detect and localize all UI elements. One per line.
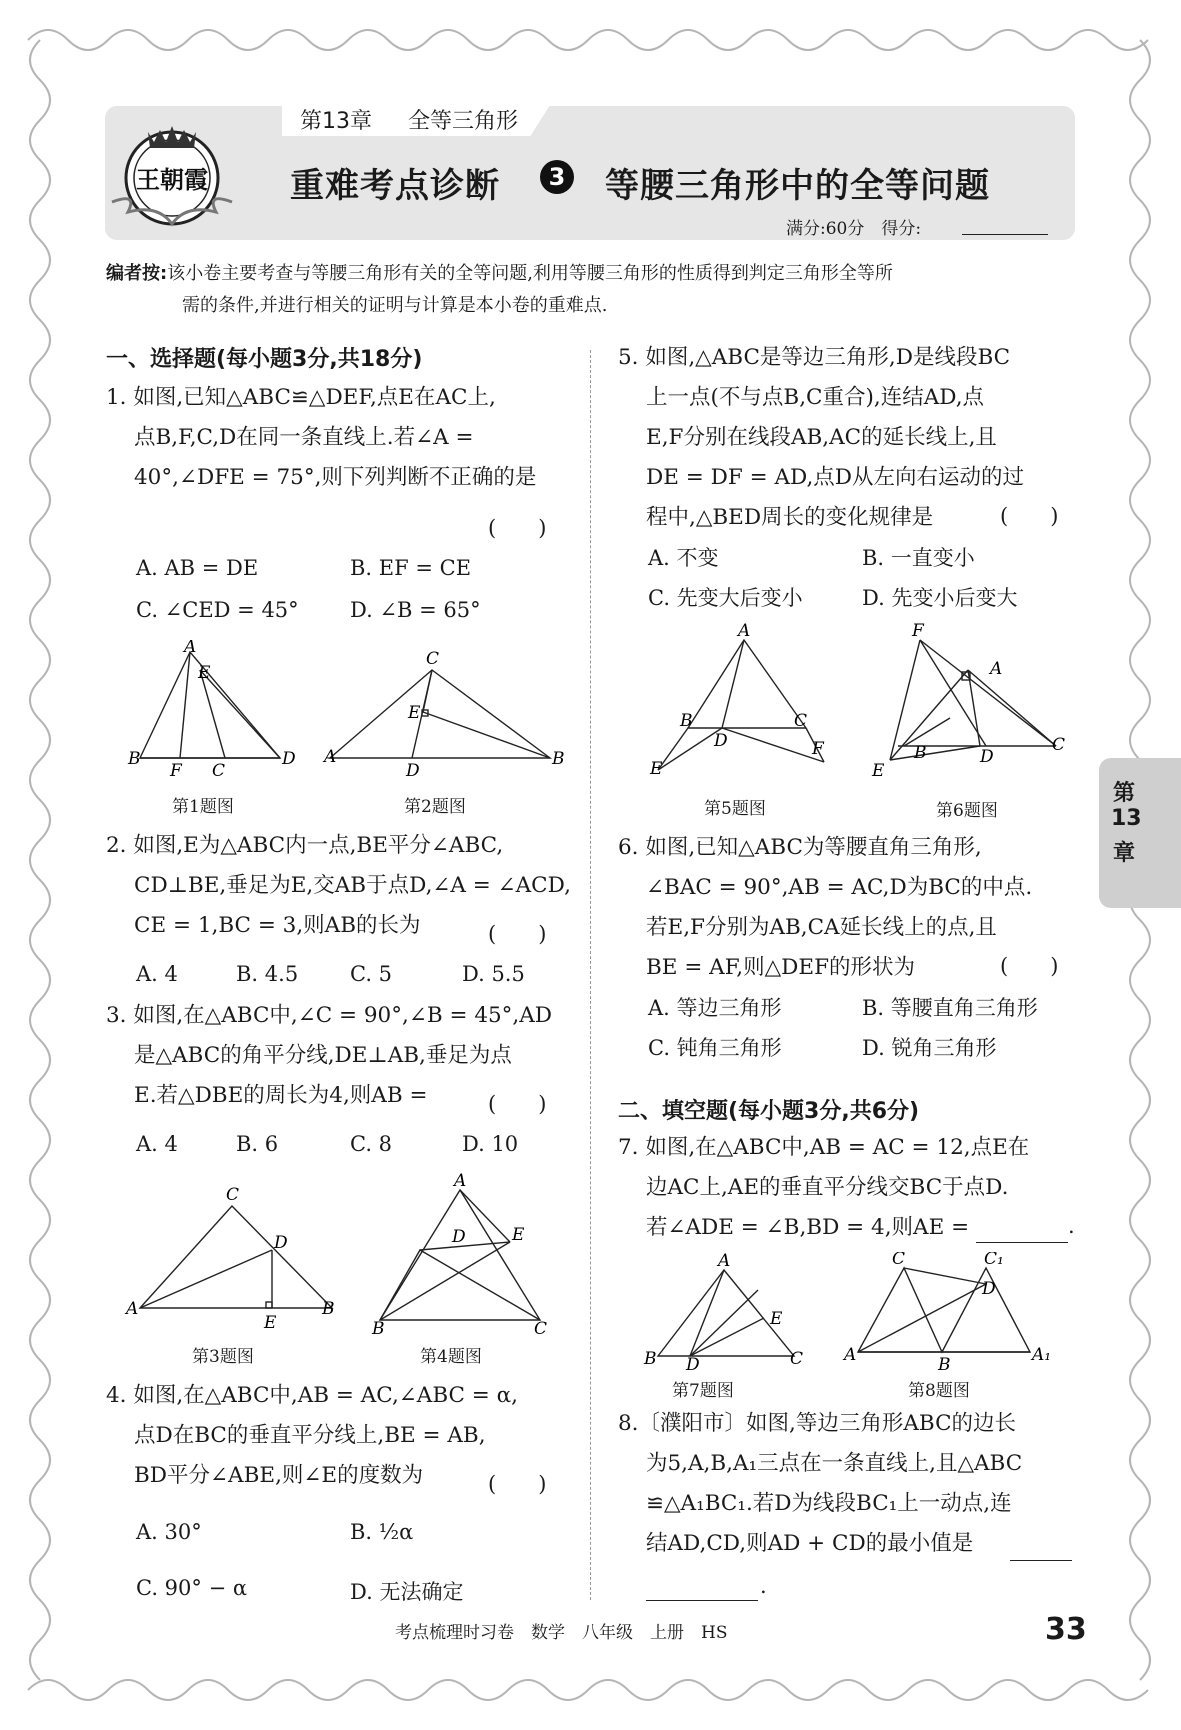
q6-line: BE = AF,则△DEF的形状为: [646, 955, 915, 980]
score-line: 满分:60分 得分:: [786, 219, 922, 239]
q7-line: 若∠ADE = ∠B,BD = 4,则AE =: [646, 1215, 970, 1240]
side-tab-line: 章: [1113, 841, 1136, 866]
editor-note: [106, 258, 1076, 322]
q4-answer-paren[interactable]: ( ): [488, 1472, 547, 1496]
fig3-label-d: D: [274, 1233, 288, 1253]
caption-fig4: 第4题图: [420, 1347, 482, 1367]
fig7-label-d: D: [686, 1355, 700, 1372]
q5-line: 上一点(不与点B,C重合),连结AD,点: [646, 385, 985, 410]
q2-option-d[interactable]: D. 5.5: [462, 962, 525, 986]
caption-fig6: 第6题图: [936, 801, 998, 821]
chapter-side-tab: [1099, 758, 1181, 908]
caption-fig8: 第8题图: [908, 1381, 970, 1401]
q4-line: 点D在BC的垂直平分线上,BE = AB,: [134, 1423, 486, 1448]
q6-answer-paren[interactable]: ( ): [1000, 954, 1059, 978]
fig1-label-e: E: [198, 663, 211, 683]
q1-line: 点B,F,C,D在同一条直线上.若∠A =: [134, 425, 474, 450]
fig1-label-d: D: [282, 749, 296, 769]
q8-answer-blank-2[interactable]: [646, 1600, 758, 1601]
q2-option-c[interactable]: C. 5: [350, 962, 393, 986]
fig3-label-e: E: [264, 1313, 277, 1333]
q8-line: 为5,A,B,A₁三点在一条直线上,且△ABC: [646, 1451, 1023, 1476]
editor-note-line1: 该小卷主要考查与等腰三角形有关的全等问题,利用等腰三角形的性质得到判定三角形全等所: [167, 263, 893, 284]
q8-line: ≌△A₁BC₁.若D为线段BC₁上一动点,连: [646, 1491, 1012, 1516]
fig7-label-b: B: [644, 1349, 657, 1369]
diagnosis-topic: 等腰三角形中的全等问题: [605, 166, 990, 206]
q7-answer-blank[interactable]: [976, 1242, 1068, 1243]
q6-line: 若E,F分别为AB,CA延长线上的点,且: [646, 915, 997, 940]
q5-line: 程中,△BED周长的变化规律是: [646, 505, 934, 530]
fig3-label-a: A: [126, 1299, 139, 1319]
figure-1-2: [120, 640, 580, 780]
fig8-label-b: B: [938, 1355, 951, 1372]
q3-answer-paren[interactable]: ( ): [488, 1092, 547, 1116]
caption-fig1: 第1题图: [172, 797, 234, 817]
q2-line: CE = 1,BC = 3,则AB的长为: [134, 913, 421, 938]
q3-option-c[interactable]: C. 8: [350, 1132, 393, 1156]
q5-option-b[interactable]: B. 一直变小: [862, 546, 975, 570]
question-3: [106, 996, 552, 1116]
q7-line: 7. 如图,在△ABC中,AB = AC = 12,点E在: [618, 1135, 1030, 1160]
q6-option-d[interactable]: D. 锐角三角形: [862, 1036, 997, 1060]
fig8-label-d: D: [982, 1279, 996, 1299]
q2-answer-paren[interactable]: ( ): [488, 922, 547, 946]
fig4-label-b: B: [372, 1319, 385, 1339]
q7-line: 边AC上,AE的垂直平分线交BC于点D.: [646, 1175, 1009, 1200]
fig6-label-e: E: [872, 761, 885, 781]
fig1-label-f: F: [170, 761, 182, 780]
q3-line: 是△ABC的角平分线,DE⊥AB,垂足为点: [134, 1043, 512, 1068]
question-7: [618, 1128, 1029, 1248]
side-tab-line: 13: [1111, 806, 1142, 831]
q4-option-d[interactable]: D. 无法确定: [350, 1580, 464, 1604]
brand-logo-icon: [108, 112, 236, 230]
fig7-label-a: A: [718, 1252, 731, 1271]
q1-line: 1. 如图,已知△ABC≌△DEF,点E在AC上,: [106, 385, 496, 410]
fig6-label-c: C: [1052, 735, 1066, 755]
q5-line: E,F分别在线段AB,AC的延长线上,且: [646, 425, 997, 450]
q1-option-c[interactable]: C. ∠CED = 45°: [136, 598, 299, 622]
q3-option-a[interactable]: A. 4: [136, 1132, 178, 1156]
fig2-label-b: B: [552, 749, 565, 769]
caption-fig3: 第3题图: [192, 1347, 254, 1367]
caption-fig5: 第5题图: [704, 799, 766, 819]
question-4: [106, 1376, 518, 1496]
fig4-label-d: D: [452, 1227, 466, 1247]
q5-option-d[interactable]: D. 先变小后变大: [862, 586, 1018, 610]
fig5-label-a: A: [738, 622, 751, 641]
logo-text: 王朝霞: [136, 165, 208, 194]
q1-option-a[interactable]: A. AB = DE: [136, 556, 259, 580]
caption-fig7: 第7题图: [672, 1381, 734, 1401]
fig5-label-d: D: [714, 731, 728, 751]
fig4-label-c: C: [534, 1319, 548, 1339]
footer-text: 考点梳理时习卷 数学 八年级 上册 HS: [395, 1623, 728, 1643]
q6-option-b[interactable]: B. 等腰直角三角形: [862, 996, 1038, 1020]
q3-line: E.若△DBE的周长为4,则AB =: [134, 1083, 428, 1108]
fig5-label-f: F: [812, 739, 824, 759]
q4-line: 4. 如图,在△ABC中,AB = AC,∠ABC = α,: [106, 1383, 519, 1408]
fig1-label-c: C: [212, 761, 226, 780]
fig4-label-a: A: [454, 1172, 467, 1191]
q4-option-b[interactable]: B. ½α: [350, 1520, 414, 1544]
q3-option-d[interactable]: D. 10: [462, 1132, 519, 1156]
editor-note-line2: 需的条件,并进行相关的证明与计算是本小卷的重难点.: [182, 295, 608, 316]
fig2-label-a: A: [324, 747, 337, 767]
score-blank[interactable]: [962, 234, 1048, 235]
figure-7-8: [636, 1252, 1076, 1372]
question-6: [618, 828, 1032, 988]
fig8-label-a: A: [844, 1345, 857, 1365]
q6-option-a[interactable]: A. 等边三角形: [648, 996, 782, 1020]
section-fill-title: 二、填空题(每小题3分,共6分): [618, 1099, 920, 1124]
fig2-label-c: C: [426, 649, 440, 669]
question-5: [618, 338, 1024, 538]
q2-option-b[interactable]: B. 4.5: [236, 962, 299, 986]
q6-line: 6. 如图,已知△ABC为等腰直角三角形,: [618, 835, 982, 860]
fig6-label-d: D: [980, 747, 994, 767]
q5-line: DE = DF = AD,点D从左向右运动的过: [646, 465, 1025, 490]
fig6-label-f: F: [912, 622, 924, 641]
q4-line: BD平分∠ABE,则∠E的度数为: [134, 1463, 424, 1488]
section-choice-title: 一、选择题(每小题3分,共18分): [106, 347, 423, 372]
diagnosis-number: 3: [540, 160, 574, 194]
side-tab-line: 第: [1113, 781, 1136, 806]
fig3-label-b: B: [322, 1299, 335, 1319]
q1-line: 40°,∠DFE = 75°,则下列判断不正确的是: [134, 465, 537, 490]
q5-option-a[interactable]: A. 不变: [648, 546, 719, 570]
q3-line: 3. 如图,在△ABC中,∠C = 90°,∠B = 45°,AD: [106, 1003, 553, 1028]
fig6-label-a: A: [990, 659, 1003, 679]
fig1-label-a: A: [184, 640, 197, 657]
fig5-label-c: C: [794, 711, 808, 731]
q1-option-b[interactable]: B. EF = CE: [350, 556, 472, 580]
diagnosis-title: 重难考点诊断: [290, 166, 500, 206]
fig6-label-b: B: [914, 743, 927, 763]
q4-option-a[interactable]: A. 30°: [136, 1520, 202, 1544]
fig7-label-c: C: [790, 1349, 804, 1369]
fig8-label-c: C: [892, 1252, 906, 1269]
question-8: [618, 1404, 1022, 1564]
q2-line: 2. 如图,E为△ABC内一点,BE平分∠ABC,: [106, 833, 504, 858]
fig1-label-b: B: [128, 749, 141, 769]
q1-answer-paren[interactable]: ( ): [488, 516, 547, 540]
q2-line: CD⊥BE,垂足为E,交AB于点D,∠A = ∠ACD,: [134, 873, 571, 898]
q6-line: ∠BAC = 90°,AB = AC,D为BC的中点.: [646, 875, 1033, 900]
fig5-label-b: B: [680, 711, 693, 731]
page-number: 33: [1045, 1612, 1087, 1647]
question-1: [106, 378, 536, 498]
fig8-label-c1: C₁: [984, 1252, 1004, 1269]
fig2-label-e: E: [408, 703, 421, 723]
fig4-label-e: E: [512, 1225, 525, 1245]
q3-option-b[interactable]: B. 6: [236, 1132, 279, 1156]
chapter-name: 全等三角形: [408, 109, 519, 134]
q5-option-c[interactable]: C. 先变大后变小: [648, 586, 803, 610]
figure-3-4: [120, 1172, 580, 1342]
caption-fig2: 第2题图: [404, 797, 466, 817]
figure-5-6: [640, 622, 1080, 792]
fig7-label-e: E: [770, 1309, 783, 1329]
q8-answer-blank-1[interactable]: [1010, 1560, 1072, 1561]
chapter-label: 第13章: [300, 109, 372, 134]
q5-line: 5. 如图,△ABC是等边三角形,D是线段BC: [618, 345, 1011, 370]
fig2-label-d: D: [406, 761, 420, 780]
q6-option-c[interactable]: C. 钝角三角形: [648, 1036, 782, 1060]
editor-note-label: 编者按:: [106, 263, 168, 284]
q2-option-a[interactable]: A. 4: [136, 962, 178, 986]
q5-answer-paren[interactable]: ( ): [1000, 504, 1059, 528]
q8-line: 8.〔濮阳市〕如图,等边三角形ABC的边长: [618, 1411, 1017, 1436]
fig5-label-e: E: [650, 759, 663, 779]
column-divider: [590, 350, 591, 1600]
q8-line: 结AD,CD,则AD + CD的最小值是: [646, 1531, 974, 1556]
q1-option-d[interactable]: D. ∠B = 65°: [350, 598, 481, 622]
fig8-label-a1: A₁: [1032, 1345, 1052, 1365]
fig3-label-c: C: [226, 1185, 240, 1205]
q4-option-c[interactable]: C. 90° − α: [136, 1576, 248, 1600]
